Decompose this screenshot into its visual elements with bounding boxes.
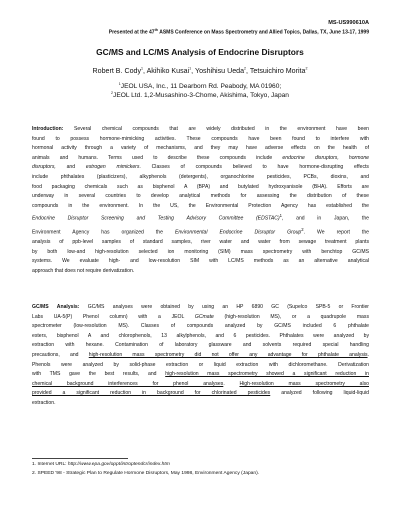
author-3 [195, 67, 250, 75]
footnote-2 [32, 471, 259, 476]
author-4 [250, 67, 308, 75]
footnote-reference: 2 [301, 226, 304, 232]
text-run: estrogen mimickers [85, 164, 140, 171]
text-run: Environment Agency has organized the [32, 229, 175, 236]
text-line [32, 351, 369, 361]
text-line [32, 211, 369, 224]
text-run: . [367, 351, 369, 358]
author-1 [93, 67, 147, 75]
text-run: extraction with hexane. Contamination of laboratory glassware and solvents required special handling [32, 342, 369, 349]
text-run: approach that does not require derivatization. [32, 267, 135, 274]
text-line [32, 389, 369, 399]
text-run: . We report the [303, 229, 369, 236]
text-run: (high-resolution MS), or a quadrupole mass [213, 313, 369, 320]
author-separator: , [143, 67, 147, 76]
text-line [32, 163, 369, 173]
text-line [32, 125, 369, 135]
text-run: . Classes of compounds believed to have hormone-disrupting effects [139, 164, 369, 171]
text-run: Endocrine Disruptor Screening and Testing Advisory Committee (EDSTAC) [32, 216, 280, 223]
text-run: GC/MS analyses were obtained by using an HP 6890 GC (Supelco SPB-5 or Frontier [79, 304, 369, 310]
affiliation-text: JEOL USA, Inc., 11 Dearborn Rd. Peabody, MA 01960; [120, 83, 282, 91]
text-run: GC/MS Analysis: [32, 304, 80, 310]
text-run: http://www.epa.gov/oppt/introptendcr/index.htm [67, 462, 170, 467]
text-run: 1. Internet URL: [32, 462, 68, 467]
author-separator: , [246, 67, 250, 76]
text-run: systems. We evaluate high- and low-resolution SIM with LC/MS methods as an alternative analytical [32, 258, 369, 265]
affiliation-mark: 1 [118, 82, 121, 86]
text-line [32, 257, 369, 267]
text-line [32, 248, 369, 258]
conference-ordinal: th [154, 28, 158, 32]
document-id: MS-US990610A [328, 20, 369, 26]
text-run: endocrine disruptors, hormone [282, 154, 369, 161]
text-line [32, 225, 369, 238]
footnote-divider [32, 458, 128, 459]
text-run: Phenols were analyzed by solid-phase extraction or liquid extraction with dichloromethane. Derivatization [32, 361, 369, 368]
gcms-analysis-paragraph [32, 303, 369, 409]
text-line [32, 192, 369, 202]
author-name: Tetsuichiro Morita [249, 67, 306, 76]
author-affiliation-mark: 2 [305, 67, 308, 71]
text-run: and [55, 164, 86, 171]
introduction-paragraph [32, 125, 369, 276]
text-line [32, 154, 369, 164]
text-run: , and in Japan, the [282, 216, 369, 223]
paper-title: GC/MS and LC/MS Analysis of Endocrine Disruptors [96, 47, 304, 57]
text-run: . [223, 380, 240, 387]
text-line [32, 173, 369, 183]
text-run: provided a significant reduction in background for chlorinated pesticides [32, 390, 271, 397]
text-run: include phthalates (plasticizers), alkyphenols (detergents), organochlorine pesticides, PCBs, dioxins, and [32, 173, 369, 180]
affiliation-mark: 2 [111, 91, 114, 95]
text-run: compounds in the environment. In the US, the Environmental Protection Agency has established the [32, 202, 369, 209]
text-run: Environmental Endocrine Disruptor Group [174, 229, 302, 236]
author-affiliation-mark: 2 [244, 67, 247, 71]
text-run: found to possess hormone-mimicking activities. These compounds have been found to interfere with [32, 135, 369, 142]
footnote-1 [32, 462, 170, 467]
conference-note [109, 28, 369, 36]
affiliation-1 [0, 82, 400, 90]
text-line [32, 370, 369, 380]
conference-note-text: Presented at the 47 [108, 29, 155, 36]
text-run: esters, bisphenol A and chlorophenols, 13 alkylphenols, and 6 pesticides. Phthalates were analyzed by [32, 332, 369, 339]
text-run: GCmate [194, 313, 214, 320]
affiliation-text: JEOL Ltd. 1,2-Musashino-3-Chome, Akishima, Tokyo, Japan [113, 92, 289, 100]
text-run: hormonal activity through a variety of mechanisms, and they may have adverse effects on the health of [32, 145, 369, 152]
text-line [32, 313, 369, 323]
text-line [32, 322, 369, 332]
text-line [32, 144, 369, 154]
text-run: analyzed following liquid-liquid [270, 390, 369, 397]
text-line [32, 238, 369, 248]
text-run: Several chemical compounds that are widely distributed in the environment have been [63, 126, 369, 132]
text-line [32, 399, 369, 409]
text-run: spectrometer (low-resolution MS). Classes of compounds analyzed by GC/MS included 6 phthalate [32, 323, 369, 330]
author-2 [147, 67, 195, 75]
text-run: high-resolution mass spectrometry did not offer any advantage for phthalate analysis [88, 351, 368, 358]
text-run: high-resolution mass spectrometry showed a significant reduction in [165, 371, 369, 378]
text-run: underway in several countries to develop analytical methods for assessing the distribution of these [32, 193, 369, 200]
text-run: precautions, and [32, 351, 89, 358]
text-run: food packaging chemicals such as bisphenol A (BPA) and butylated hydroxyanisole (BHA). Efforts are [32, 183, 369, 190]
author-list [0, 67, 400, 75]
author-affiliation-mark: 1 [141, 67, 144, 71]
text-run: 2. SPEED '98 - Strategic Plan to Regulate Hormone Disruptors, May 1998, Environment Agency (Japan). [32, 471, 260, 476]
text-line [32, 361, 369, 371]
text-line [32, 303, 369, 313]
text-run: by both low-and high-resolution selected ion monitoring (SIM) mass spectrometry with benchtop GC/MS [32, 248, 369, 255]
text-line [32, 183, 369, 193]
text-run: extraction. [32, 399, 56, 406]
text-line [32, 332, 369, 342]
text-run: chemical background interferences for phenol analyses [32, 380, 224, 387]
text-line [32, 135, 369, 145]
author-name: Akihiko Kusai [146, 67, 190, 76]
footnote-reference: 1 [279, 213, 283, 219]
author-separator: , [191, 67, 195, 76]
author-name: Robert B. Cody [92, 67, 142, 76]
text-run: Introduction: [32, 126, 64, 132]
text-run: analysis of ppb-level samples of standard samples, river water and water from sewage treatment plants [32, 238, 369, 245]
author-affiliation-mark: 1 [189, 67, 192, 71]
text-run: Labs UA-5(P) Phenol column) with a JEOL [32, 313, 195, 320]
affiliation-2 [0, 91, 400, 99]
text-line [32, 380, 369, 390]
text-run: animals and humans. Terms used to describe these compounds include [32, 154, 283, 161]
text-run: High-resolution mass spectrometry also [239, 380, 369, 387]
text-line [32, 202, 369, 212]
text-line [32, 267, 369, 277]
text-run: with TMS gave the best results, and [32, 371, 166, 378]
text-line [32, 341, 369, 351]
conference-note-text-2: ASMS Conference on Mass Spectrometry and Allied Topics, Dallas, TX, June 13-17, 1999 [158, 29, 369, 36]
text-run: disruptors, [32, 164, 56, 171]
author-name: Yoshihisu Ueda [195, 67, 245, 76]
